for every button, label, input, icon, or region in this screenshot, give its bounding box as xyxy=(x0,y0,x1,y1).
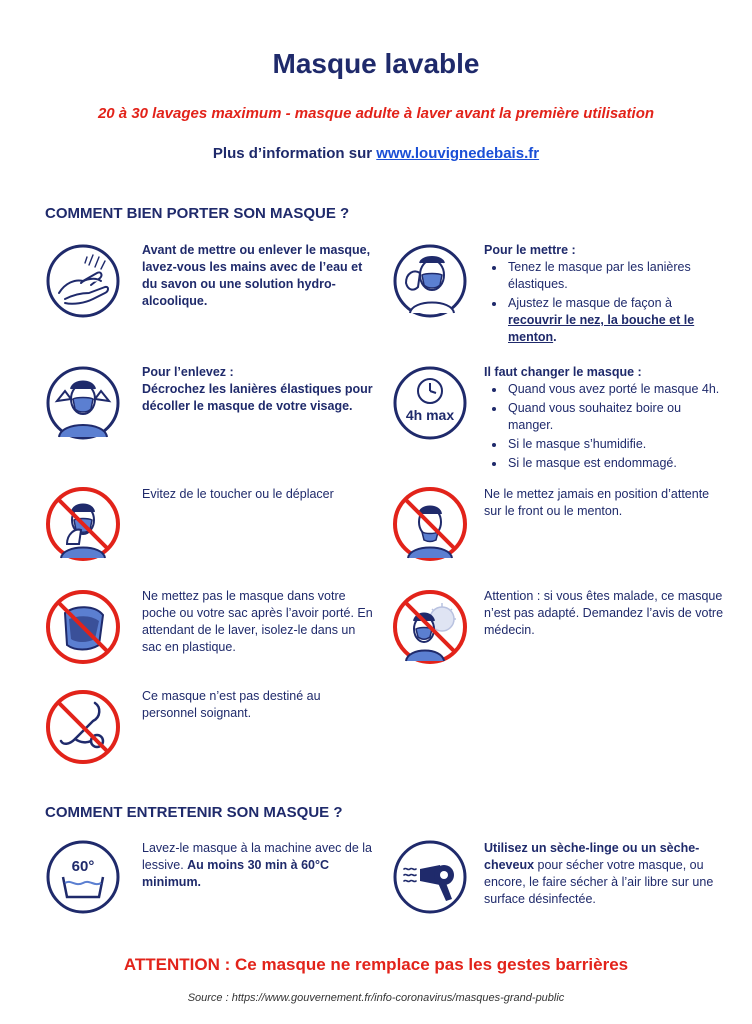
remove-title: Pour l’enlevez : xyxy=(142,365,234,379)
section-heading-wear: COMMENT BIEN PORTER SON MASQUE ? xyxy=(45,205,350,222)
hand-wash-icon xyxy=(45,243,121,319)
stethoscope-icon xyxy=(45,689,121,765)
info-prefix: Plus d’information sur xyxy=(212,145,377,162)
change-item: • Quand vous avez porté le masque 4h. xyxy=(506,381,724,398)
wash-hands-text: Avant de mettre ou enlever le masque, lavez-vous les mains avec de l’eau et du savon ou une solution hydro-alcoolique. xyxy=(142,243,371,308)
change-text xyxy=(484,364,724,474)
info-line xyxy=(0,145,752,162)
clock-label: 4h max xyxy=(405,407,455,423)
section-heading-care: COMMENT ENTRETENIR SON MASQUE ? xyxy=(45,804,343,821)
remove-mask-icon xyxy=(45,365,121,441)
sick-text: Attention : si vous êtes malade, ce masque n’est pas adapté. Demandez l’avis de votre médecin. xyxy=(484,589,724,637)
change-item: • Quand vous souhaitez boire ou manger. xyxy=(506,400,724,434)
wash-machine-text: Lavez-le masque à la machine avec de la lessive. Au moins 30 min à 60°C minimum. xyxy=(142,841,372,889)
change-title: Il faut changer le masque : xyxy=(484,365,642,379)
clock-4h-icon xyxy=(392,365,468,441)
subtitle: 20 à 30 lavages maximum - masque adulte à laver avant la première utilisation xyxy=(97,105,655,122)
put-on-mask-icon xyxy=(392,243,468,319)
no-touch-icon xyxy=(45,486,121,562)
change-item: • Si le masque s’humidifie. xyxy=(506,436,724,453)
remove-text xyxy=(142,364,377,415)
no-forehead-text: Ne le mettez jamais en position d’attente sur le front ou le menton. xyxy=(484,487,710,518)
website-link[interactable]: www.louvignedebais.fr xyxy=(376,145,540,162)
no-touch-text: Evitez de le toucher ou le déplacer xyxy=(142,487,334,501)
no-pocket-icon xyxy=(45,589,121,665)
attention-banner: ATTENTION : Ce masque ne remplace pas les gestes barrières xyxy=(123,955,629,974)
put-on-item: • Ajustez le masque de façon à recouvrir le nez, la bouche et le menton. xyxy=(506,295,719,346)
remove-body: Décrochez les lanières élastiques pour décoller le masque de votre visage. xyxy=(142,382,373,413)
virus-sick-icon xyxy=(392,589,468,665)
put-on-title: Pour le mettre : xyxy=(484,243,576,257)
no-pocket-text: Ne mettez pas le masque dans votre poche ou votre sac après l’avoir porté. En attendant de le laver, isolez-le dans un sac en plastique. xyxy=(142,589,373,654)
washing-60-icon xyxy=(45,839,121,915)
not-medical-text: Ce masque n’est pas destiné au personnel soignant. xyxy=(142,689,321,720)
change-item: • Si le masque est endommagé. xyxy=(506,455,724,472)
put-on-text xyxy=(484,242,719,348)
hair-dryer-icon xyxy=(392,839,468,915)
page-title: Masque lavable xyxy=(272,48,480,79)
dryer-text: Utilisez un sèche-linge ou un sèche-cheveux pour sécher votre masque, ou encore, le faire sécher à l’air libre sur une surface désinfectée. xyxy=(484,841,714,906)
wash-temp-label: 60° xyxy=(71,858,95,875)
put-on-item: • Tenez le masque par les lanières élastiques. xyxy=(506,259,719,293)
source-line: Source : https://www.gouvernement.fr/info-coronavirus/masques-grand-public xyxy=(187,992,565,1004)
no-forehead-icon xyxy=(392,486,468,562)
